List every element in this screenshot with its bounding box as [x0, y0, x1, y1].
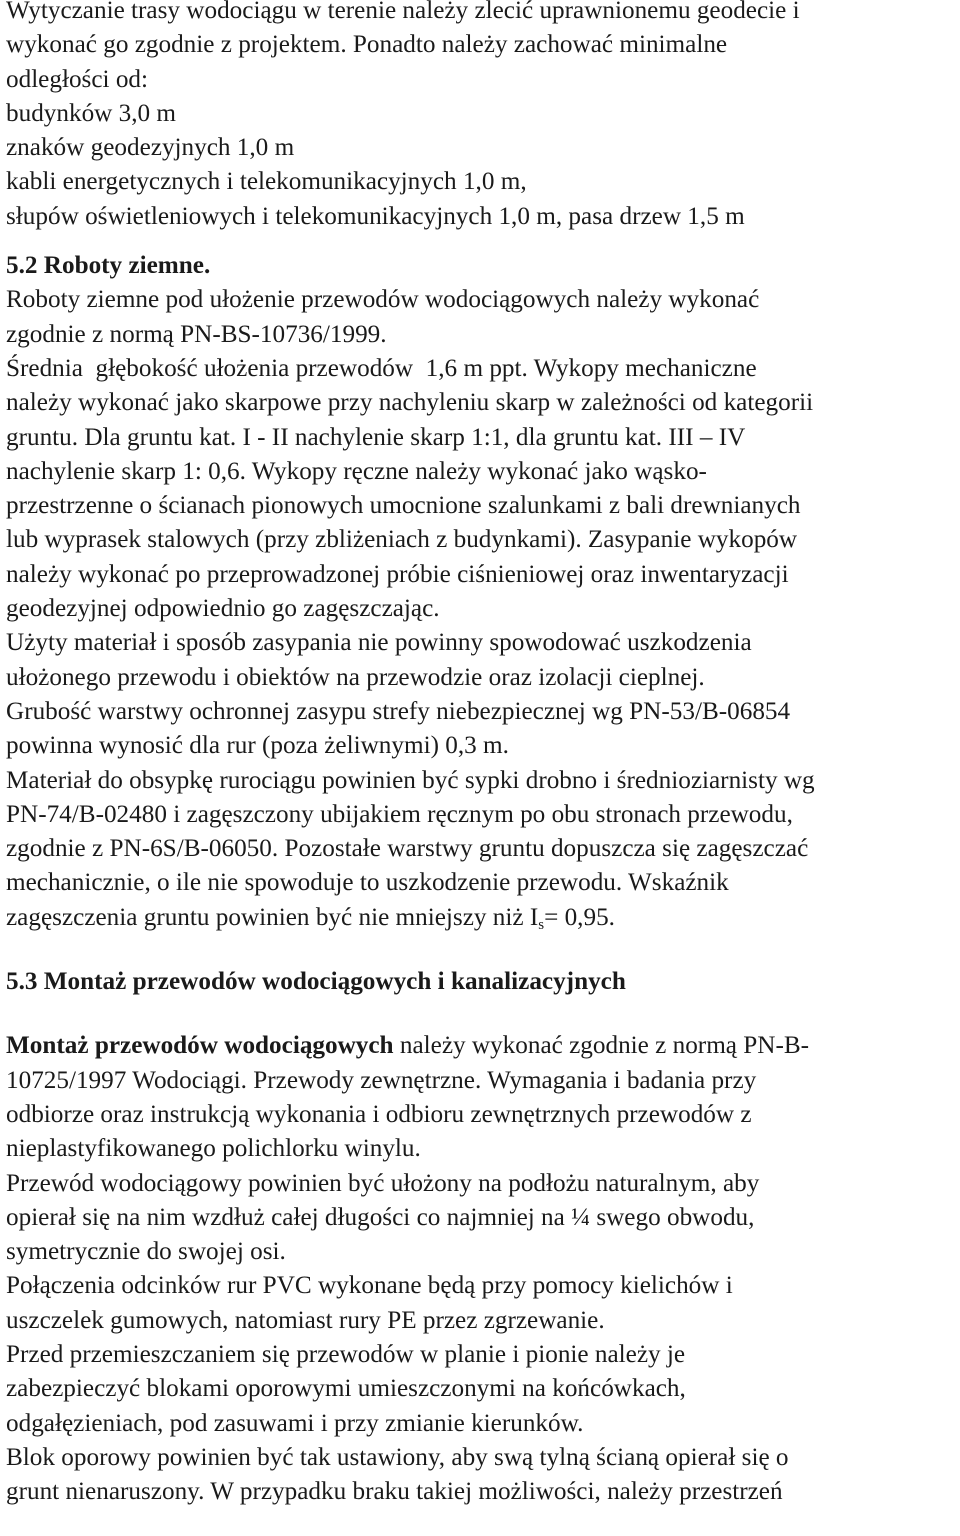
- text-line: zabezpieczyć blokami oporowymi umieszczonymi na końcówkach,: [6, 1375, 686, 1403]
- text-line: należy wykonać jako skarpowe przy nachyleniu skarp w zależności od kategorii: [6, 389, 814, 417]
- text-line: należy wykonać po przeprowadzonej próbie ciśnieniowej oraz inwentaryzacji: [6, 560, 789, 588]
- section-heading: 5.3 Montaż przewodów wodociągowych i kanalizacyjnych: [6, 968, 626, 996]
- text-line: Użyty materiał i sposób zasypania nie powinny spowodować uszkodzenia: [6, 629, 752, 657]
- text-line: wykonać go zgodnie z projektem. Ponadto należy zachować minimalne: [6, 31, 728, 59]
- text-line: nachylenie skarp 1: 0,6. Wykopy ręczne należy wykonać jako wąsko-: [6, 457, 707, 485]
- text-line: grunt nienaruszony. W przypadku braku takiej możliwości, należy przestrzeń: [6, 1478, 783, 1506]
- text-line: odgałęzieniach, pod zasuwami i przy zmianie kierunków.: [6, 1409, 584, 1437]
- text-line: mechanicznie, o ile nie spowoduje to uszkodzenie przewodu. Wskaźnik: [6, 869, 729, 897]
- compaction-value: = 0,95.: [544, 903, 615, 931]
- text-line: opierał się na nim wzdłuż całej długości co najmniej na ¼ swego obwodu,: [6, 1203, 755, 1231]
- text-line: słupów oświetleniowych i telekomunikacyjnych 1,0 m, pasa drzew 1,5 m: [6, 202, 745, 230]
- text-line: Połączenia odcinków rur PVC wykonane będą przy pomocy kielichów i: [6, 1272, 733, 1300]
- text-line: 10725/1997 Wodociągi. Przewody zewnętrzne. Wymagania i badania przy: [6, 1066, 757, 1094]
- text-line: geodezyjnej odpowiednio go zagęszczając.: [6, 595, 440, 623]
- text-line: Wytyczanie trasy wodociągu w terenie należy zlecić uprawnionemu geodecie i: [6, 0, 800, 24]
- text-line: Przed przemieszczaniem się przewodów w planie i pionie należy je: [6, 1340, 686, 1368]
- text-line: powinna wynosić dla rur (poza żeliwnymi) 0,3 m.: [6, 732, 509, 760]
- text-line: gruntu. Dla gruntu kat. I - II nachylenie skarp 1:1, dla gruntu kat. III – IV: [6, 423, 746, 451]
- text-line: Blok oporowy powinien być tak ustawiony, aby swą tylną ścianą opierał się o: [6, 1443, 789, 1471]
- text-line: Przewód wodociągowy powinien być ułożony na podłożu naturalnym, aby: [6, 1169, 760, 1197]
- text-line: zgodnie z normą PN-BS-10736/1999.: [6, 320, 387, 348]
- text-line: znaków geodezyjnych 1,0 m: [6, 134, 295, 162]
- text-line-compaction: [6, 901, 956, 935]
- intro-paragraph: [6, 0, 956, 234]
- compaction-subscript: s: [538, 916, 545, 933]
- text-line: ułożonego przewodu i obiektów na przewodzie oraz izolacji cieplnej.: [6, 663, 705, 691]
- text-line: Średnia głębokość ułożenia przewodów 1,6 m ppt. Wykopy mechaniczne: [6, 354, 757, 382]
- text-line: zgodnie z PN-6S/B-06050. Pozostałe warstwy gruntu dopuszcza się zagęszczać: [6, 835, 809, 863]
- text-line: przestrzenne o ścianach pionowych umocnione szalunkami z bali drewnianych: [6, 492, 801, 520]
- section-5-3: [6, 965, 956, 1509]
- text-line: odległości od:: [6, 65, 149, 93]
- text-line: Grubość warstwy ochronnej zasypu strefy niebezpiecznej wg PN-53/B-06854: [6, 697, 791, 725]
- section-heading: 5.2 Roboty ziemne.: [6, 252, 211, 280]
- bold-lead: Montaż przewodów wodociągowych: [6, 1032, 394, 1060]
- section-5-2: [6, 249, 956, 935]
- text-line: budynków 3,0 m: [6, 99, 177, 127]
- text-line: PN-74/B-02480 i zagęszczony ubijakiem ręcznym po obu stronach przewodu,: [6, 800, 793, 828]
- lead-rest: należy wykonać zgodnie z normą PN-B-: [393, 1032, 810, 1060]
- text-line: uszczelek gumowych, natomiast rury PE przez zgrzewanie.: [6, 1306, 605, 1334]
- compaction-text: zagęszczenia gruntu powinien być nie mniejszy niż I: [6, 903, 539, 931]
- document-page: [6, 0, 956, 1509]
- text-line: Roboty ziemne pod ułożenie przewodów wodociągowych należy wykonać: [6, 286, 760, 314]
- text-line: odbiorze oraz instrukcją wykonania i odbioru zewnętrznych przewodów z: [6, 1100, 752, 1128]
- text-line: nieplastyfikowanego polichlorku winylu.: [6, 1135, 421, 1163]
- text-line: lub wyprasek stalowych (przy zbliżeniach z budynkami). Zasypanie wykopów: [6, 526, 798, 554]
- text-line: Materiał do obsypkę rurociągu powinien być sypki drobno i średnioziarnisty wg: [6, 766, 815, 794]
- text-line: [6, 1029, 956, 1063]
- text-line: kabli energetycznych i telekomunikacyjnych 1,0 m,: [6, 168, 527, 196]
- text-line: symetrycznie do swojej osi.: [6, 1238, 286, 1266]
